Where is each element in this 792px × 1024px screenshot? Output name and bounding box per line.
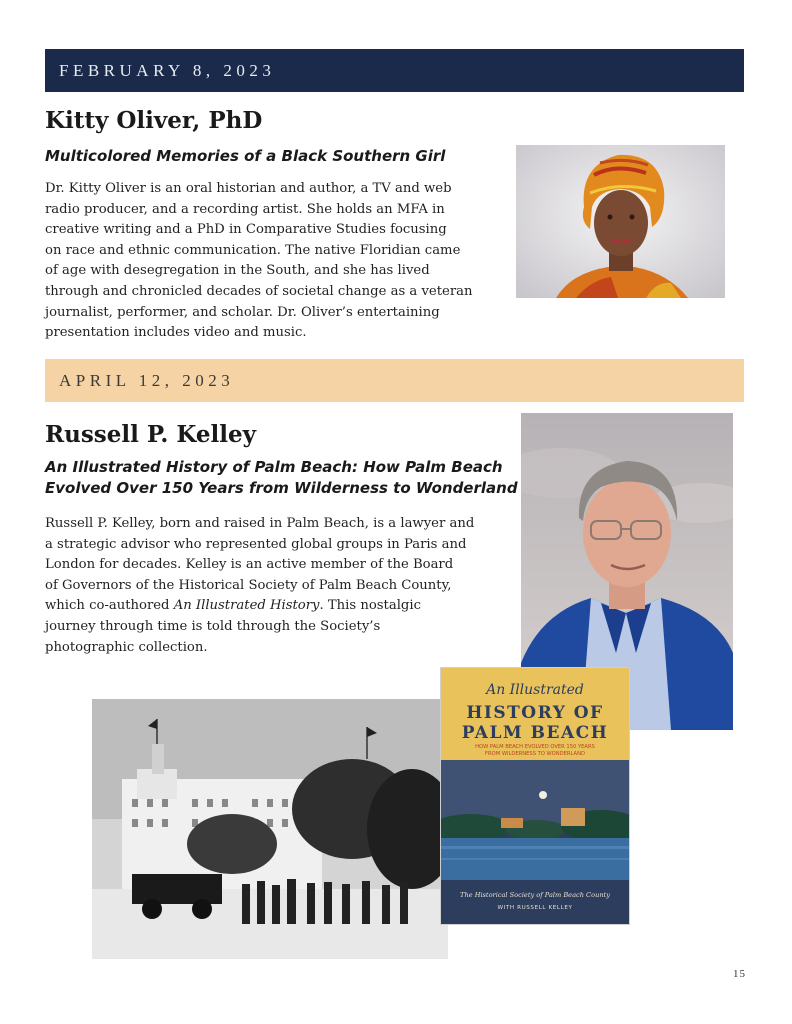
page-number: 15 (733, 968, 746, 980)
speaker-bio: Dr. Kitty Oliver is an oral historian and author, a TV and web radio producer, and a recording artist. She holds an MFA in creative writing and a PhD in Comparative Studies focusing on race and ethnic communication. The native Floridian came of age with desegregation in the South, and she has lived through and chronicled decades of societal change as a veteran journalist, performer, and scholar. Dr. Oliver’s entertaining presentation includes video and music. (45, 181, 473, 341)
cover-subtitle-line1: HOW PALM BEACH EVOLVED OVER 150 YEARS (475, 744, 595, 750)
historical-photo-palm-beach-hotel (92, 699, 448, 959)
book-title-inline: An Illustrated History (173, 598, 320, 614)
event-date-banner (45, 49, 744, 92)
book-cover-illustrated-history (441, 668, 629, 924)
event-date: FEBRUARY 8, 2023 (59, 60, 276, 80)
cover-publisher: The Historical Society of Palm Beach County (460, 891, 610, 899)
speaker-photo-kitty-oliver (516, 145, 725, 298)
cover-title-line2: PALM BEACH (461, 723, 609, 743)
talk-title: An Illustrated History of Palm Beach: How Palm Beach Evolved Over 150 Years from Wilderness to Wonderland (45, 458, 518, 497)
speaker-bio: Russell P. Kelley, born and raised in Palm Beach, is a lawyer and a strategic advisor who represented global groups in Paris and London for decades. Kelley is an active member of the Board of Governors of the Historical Society of Palm Beach County, which co-authored An Illustrated History. This nostalgic journey through time is told through the Society’s photographic collection. (45, 516, 475, 655)
talk-title: Multicolored Memories of a Black Southern Girl (45, 147, 446, 165)
speaker-name: Kitty Oliver, PhD (45, 107, 263, 134)
cover-title-line1: HISTORY OF (466, 703, 604, 723)
event-date: APRIL 12, 2023 (59, 370, 235, 390)
event-date-banner (45, 359, 744, 402)
cover-script-title: An Illustrated (486, 682, 584, 698)
speaker-name: Russell P. Kelley (45, 421, 256, 448)
cover-subtitle-line2: FROM WILDERNESS TO WONDERLAND (485, 751, 585, 757)
cover-author: WITH RUSSELL KELLEY (497, 905, 573, 911)
